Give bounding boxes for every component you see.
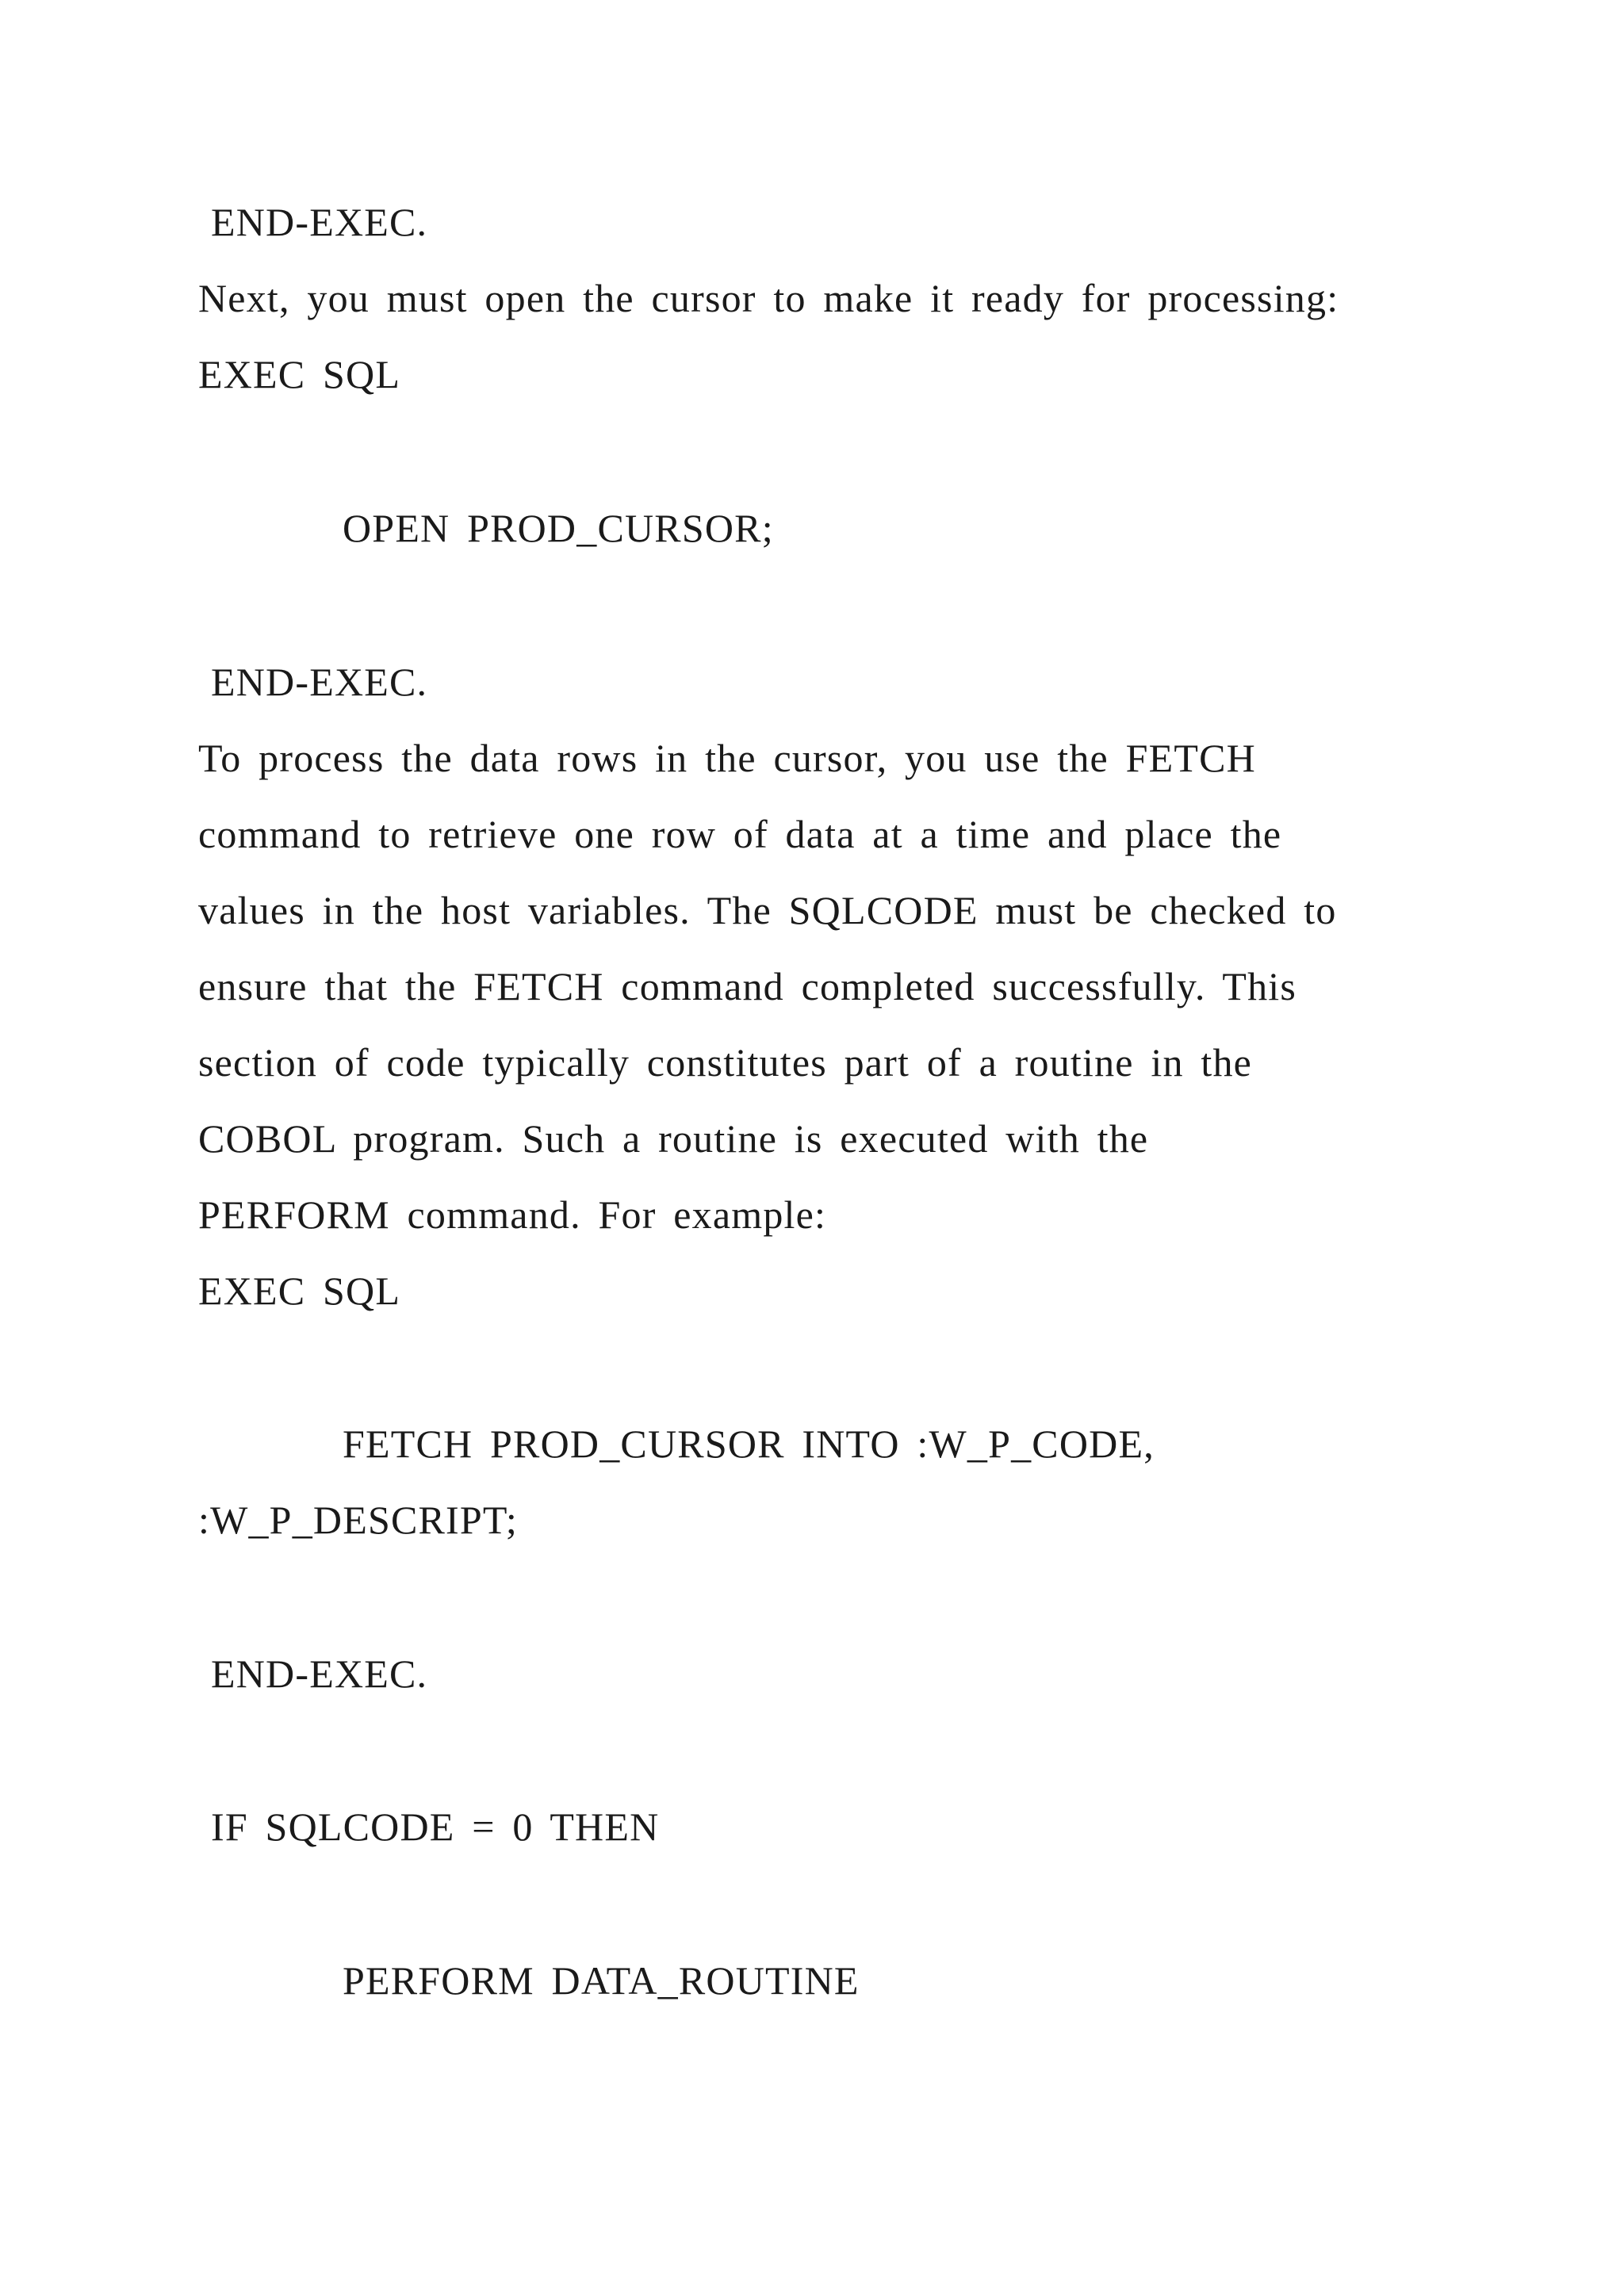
- text-paragraph-line-2: command to retrieve one row of data at a time and place the: [198, 812, 1282, 856]
- code-fetch-cursor-cont: :W_P_DESCRIPT;: [198, 1498, 518, 1542]
- code-open-cursor: OPEN PROD_CURSOR;: [343, 506, 774, 550]
- text-paragraph-line-1: To process the data rows in the cursor, you use the FETCH: [198, 736, 1256, 780]
- code-exec-sql-2: EXEC SQL: [198, 1269, 401, 1313]
- text-paragraph-line-7: PERFORM command. For example:: [198, 1192, 827, 1237]
- text-paragraph-line-5: section of code typically constitutes part of a routine in the: [198, 1040, 1253, 1085]
- code-perform-routine: PERFORM DATA_ROUTINE: [343, 1958, 860, 2003]
- code-end-exec-3: END-EXEC.: [211, 1651, 428, 1696]
- text-paragraph-line-6: COBOL program. Such a routine is executed with the: [198, 1116, 1149, 1161]
- code-fetch-cursor: FETCH PROD_CURSOR INTO :W_P_CODE,: [343, 1422, 1155, 1466]
- code-end-exec-2: END-EXEC.: [211, 660, 428, 704]
- text-open-cursor-intro: Next, you must open the cursor to make it ready for processing:: [198, 276, 1339, 320]
- code-if-sqlcode: IF SQLCODE = 0 THEN: [211, 1804, 660, 1849]
- code-end-exec-1: END-EXEC.: [211, 200, 428, 244]
- text-paragraph-line-4: ensure that the FETCH command completed successfully. This: [198, 964, 1297, 1008]
- text-paragraph-line-3: values in the host variables. The SQLCODE must be checked to: [198, 888, 1337, 932]
- code-exec-sql-1: EXEC SQL: [198, 352, 401, 396]
